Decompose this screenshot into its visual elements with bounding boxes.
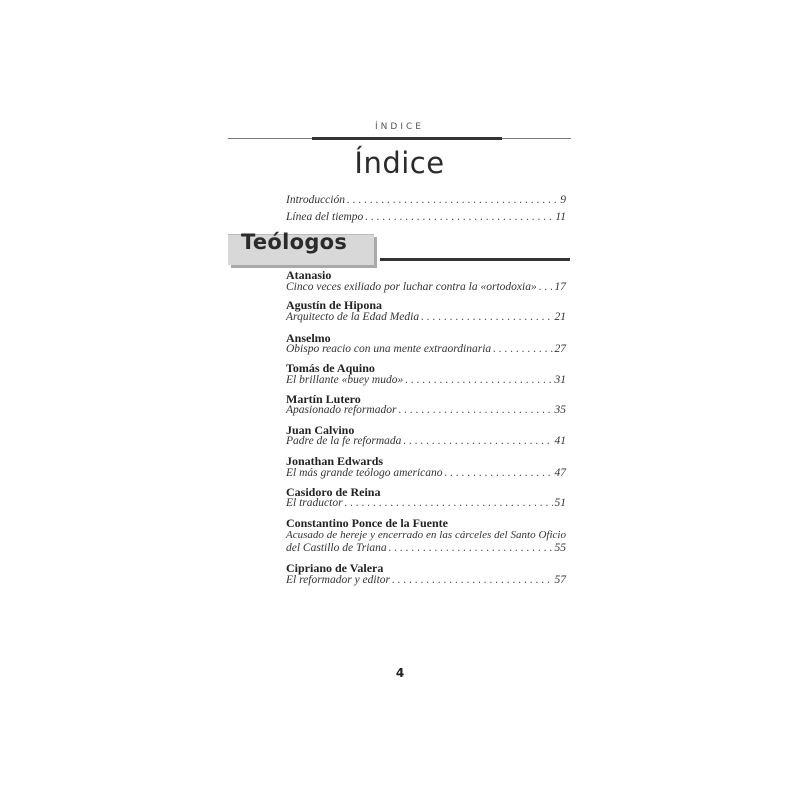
entry-desc-text: Apasionado reformador [286,404,397,416]
entry-name: Anselmo [286,331,331,345]
dot-leader [392,574,552,586]
toc-entry-page: 9 [560,194,566,206]
entry-description [286,281,566,293]
entry-desc-text: Arquitecto de la Edad Media [286,311,420,323]
page-number: 4 [395,666,405,680]
dot-leader [347,194,558,206]
entry-description-line1: Acusado de hereje y encerrado en las cárceles del Santo Oficio [286,529,566,541]
entry-name: Atanasio [286,268,332,282]
section-rule [380,258,570,261]
entry-name: Cipriano de Valera [286,561,384,575]
header-rule-accent [312,137,502,140]
entry-name: Constantino Ponce de la Fuente [286,516,448,530]
entry-description [286,374,566,386]
entry-desc-text: El reformador y editor [286,574,391,586]
toc-entry-page: 11 [555,211,566,223]
entry-name: Agustín de Hipona [286,298,383,312]
entry-page: 35 [554,404,566,416]
dot-leader [403,435,552,447]
entry-page: 41 [554,435,566,447]
entry-description [286,574,566,586]
dot-leader [389,542,553,554]
entry-desc-text: Cinco veces exiliado por luchar contra la «ortodoxia» [286,281,537,293]
dot-leader [493,343,552,355]
entry-page: 27 [554,343,566,355]
entry-description [286,435,566,447]
entry-description [286,343,566,355]
entry-desc-text: El traductor [286,497,343,509]
entry-description [286,404,566,416]
dot-leader [345,497,553,509]
entry-desc-text: El más grande teólogo americano [286,467,443,479]
toc-entry-label: Línea del tiempo [286,211,364,223]
entry-description [286,467,566,479]
entry-name: Martín Lutero [286,392,361,406]
entry-page: 57 [554,574,566,586]
dot-leader [539,281,553,293]
entry-description [286,497,566,509]
entry-name: Casidoro de Reina [286,485,381,499]
entry-description [286,311,566,323]
entry-desc-text: Obispo reacio con una mente extraordinaria [286,343,492,355]
entry-desc-text: El brillante «buey mudo» [286,374,404,386]
entry-page: 55 [554,542,566,554]
section-title: Teólogos [241,230,348,254]
entry-name: Jonathan Edwards [286,454,384,468]
entry-page: 17 [554,281,566,293]
entry-page: 31 [554,374,566,386]
entry-description [286,542,566,554]
dot-leader [405,374,552,386]
running-head: ÍNDICE [375,122,424,132]
dot-leader [445,467,553,479]
entry-name: Tomás de Aquino [286,361,375,375]
entry-desc-text: Padre de la fe reformada [286,435,402,447]
dot-leader [398,404,552,416]
toc-entry-label: Introducción [286,194,345,206]
page-title: Índice [354,146,445,180]
entry-page: 21 [554,311,566,323]
entry-page: 47 [554,467,566,479]
entry-desc-text: del Castillo de Triana [286,542,387,554]
entry-page: 51 [554,497,566,509]
dot-leader [365,211,553,223]
entry-name: Juan Calvino [286,423,355,437]
toc-entry-introduction [286,194,566,206]
dot-leader [421,311,552,323]
toc-entry-timeline [286,211,566,223]
